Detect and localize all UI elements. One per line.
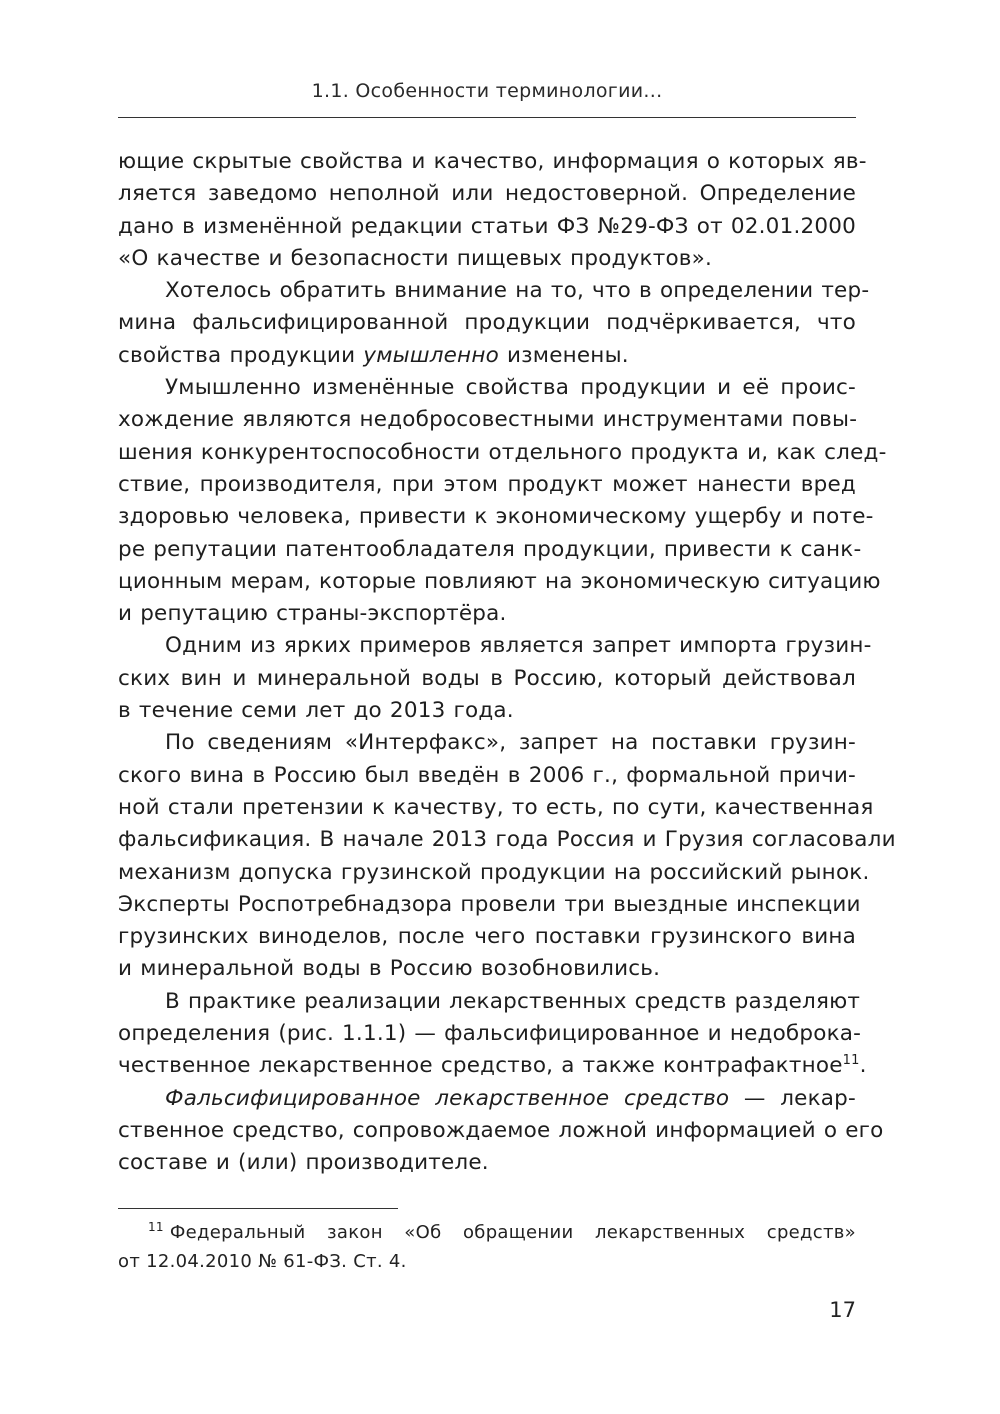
text-fragment: чественное лекарственное средство, а также контрафактное [118,1053,843,1079]
emphasis-text: умышленно [363,342,499,368]
text-fragment: — лекар- [729,1085,856,1111]
text-line: дано в изменённой редакции статьи ФЗ №29-ФЗ от 02.01.2000 [118,213,856,239]
text-line: в течение семи лет до 2013 года. [118,698,514,724]
paragraph-5 [118,727,896,985]
text-line: определения (рис. 1.1.1) — фальсифицированное и недоброка- [118,1021,862,1047]
text-line: ляется заведомо неполной или недостоверной. Определение [118,181,856,207]
paragraph-3 [118,372,887,630]
text-line: ствие, производителя, при этом продукт может нанести вред [118,471,856,497]
body-text [118,146,896,1180]
text-line: Хотелось обратить внимание на то, что в определении тер- [165,278,870,304]
text-fragment: изменены. [498,342,629,368]
paragraph-7 [118,1083,884,1180]
text-line: шения конкурентоспособности отдельного продукта и, как след- [118,439,887,465]
text-line: мина фальсифицированной продукции подчёркивается, что [118,310,856,336]
paragraph-2 [118,275,870,372]
text-line: ре репутации патентообладателя продукции, привести к санк- [118,536,862,562]
text-line-mixed [118,1050,867,1082]
page-number: 17 [829,1298,856,1322]
footnote-rule [118,1208,398,1209]
text-line: составе и (или) производителе. [118,1150,489,1176]
text-line: ющие скрытые свойства и качество, информация о которых яв- [118,149,867,174]
text-line: здоровью человека, привести к экономическому ущербу и поте- [118,504,874,530]
paragraph-6 [118,986,867,1083]
footnote-text: Федеральный закон «Об обращении лекарственных средств» [169,1222,856,1243]
emphasis-text: Фальсифицированное лекарственное средство [165,1085,730,1111]
text-line: «О качестве и безопасности пищевых продуктов». [118,245,713,271]
text-line: Умышленно изменённые свойства продукции и её проис- [165,375,856,401]
text-line: и минеральной воды в Россию возобновились. [118,956,661,982]
text-line: Одним из ярких примеров является запрет импорта грузин- [165,633,872,659]
text-fragment: . [859,1053,867,1079]
text-line-mixed [118,1083,856,1115]
text-line: Эксперты Роспотребнадзора провели три выездные инспекции [118,891,861,917]
text-line: механизм допуска грузинской продукции на российский рынок. [118,859,870,885]
paragraph-4 [118,630,872,727]
text-line: и репутацию страны-экспортёра. [118,601,507,627]
footnote-reference[interactable]: 11 [842,1053,860,1069]
text-line: По сведениям «Интерфакс», запрет на поставки грузин- [165,730,856,756]
text-line: В практике реализации лекарственных средств разделяют [165,988,861,1014]
running-header: 1.1. Особенности терминологии... [311,80,663,102]
text-line: ционным мерам, которые повлияют на экономическую ситуацию [118,568,881,594]
text-line: фальсификация. В начале 2013 года Россия и Грузия согласовали [118,827,896,853]
text-fragment: свойства продукции [118,342,364,368]
paragraph-1 [118,146,867,275]
text-line: ского вина в Россию был введён в 2006 г., формальной причи- [118,762,856,788]
text-line: ной стали претензии к качеству, то есть, по сути, качественная [118,794,874,820]
footnote-mark: 11 [148,1220,164,1234]
text-line: хождение являются недобросовестными инструментами повы- [118,407,858,433]
text-line: ских вин и минеральной воды в Россию, который действовал [118,665,856,691]
text-line: ственное средство, сопровождаемое ложной информацией о его [118,1117,884,1143]
text-line: грузинских виноделов, после чего поставки грузинского вина [118,924,856,950]
header-rule [118,117,856,118]
footnote-line [118,1218,856,1247]
footnote-line: от 12.04.2010 № 61-ФЗ. Ст. 4. [118,1251,407,1272]
text-line-mixed [118,340,856,372]
footnote [118,1218,856,1276]
